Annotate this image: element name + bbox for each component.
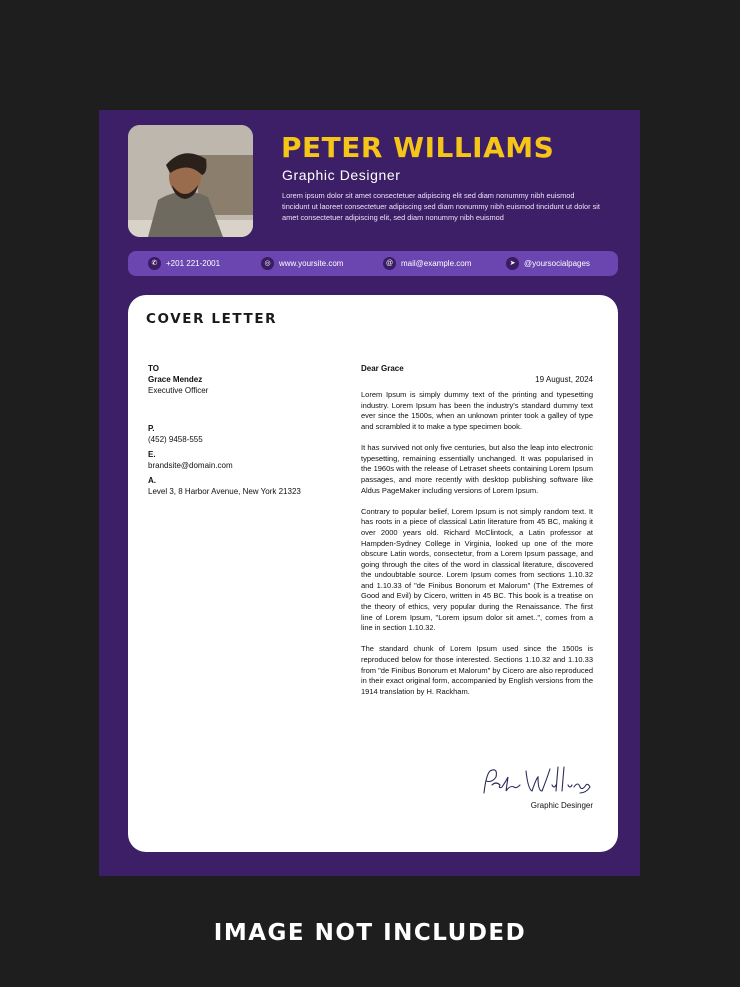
paragraph-4: The standard chunk of Lorem Ipsum used since the 1500s is reproduced below for those interested. Sections 1.10.32 and 1.10.33 from "de Finibus Bonorum et Malorum" by Cicero are also reproduced in their exact original form, accompanied by English versions from the 1914 translation by H. Rackham. [361,644,593,696]
contact-social[interactable] [506,257,590,270]
paragraph-1: Lorem Ipsum is simply dummy text of the printing and typesetting industry. Lorem Ipsum has been the industry's standard dummy text ever since the 1500s, when an unknown printer took a galley of type and scrambled it to make a type specimen book. [361,390,593,431]
portrait-image [128,125,253,237]
letter-body [361,364,593,708]
contact-website-text: www.yoursite.com [279,259,344,268]
recipient-block [148,363,348,497]
recipient-name: Grace Mendez [148,375,203,384]
signature [476,763,596,803]
paragraph-2: It has survived not only five centuries, but also the leap into electronic typesetting, remaining essentially unchanged. It was popularised in the 1960s with the release of Letraset sheets containing Lorem Ipsum passages, and more recently with desktop publishing software like Aldus PageMaker including versions of Lorem Ipsum. [361,443,593,495]
letter-title: COVER LETTER [146,311,278,327]
recipient-position: Executive Officer [148,386,209,395]
recipient-phone: (452) 9458-555 [148,435,203,444]
intro-text: Lorem ipsum dolor sit amet consectetuer adipiscing elit sed diam nonummy nibh euismod tincidunt ut laoreet consectetuer adipiscing sed diam nonummy nibh euismod tincidunt ut dolor sit amet consectetuer adipiscing elit, sed diam nonummy nibh euismod [282,191,600,222]
contact-bar [128,251,618,276]
profile-photo [128,125,253,237]
footer-notice: IMAGE NOT INCLUDED [213,920,527,946]
send-icon: ➤ [506,257,519,270]
contact-email[interactable] [383,257,471,270]
globe-icon: ◎ [261,257,274,270]
phone-label: P. [148,424,155,433]
paragraph-3: Contrary to popular belief, Lorem Ipsum is not simply random text. It has roots in a piece of classical Latin literature from 45 BC, making it over 2000 years old. Richard McClintock, a Latin professor at Hampden-Sydney College in Virginia, looked up one of the more obscure Latin words, consectetur, from a Lorem Ipsum passage, and going through the cites of the word in classical literature, discovered the undoubtable source. Lorem Ipsum comes from sections 1.10.32 and 1.10.33 of "de Finibus Bonorum et Malorum" (The Extremes of Good and Evil) by Cicero, written in 45 BC. This book is a treatise on the theory of ethics, very popular during the Renaissance. The first line of Lorem Ipsum, "Lorem ipsum dolor sit amet..", comes from a line in section 1.10.32. [361,506,593,633]
email-label: E. [148,450,156,459]
contact-website[interactable] [261,257,343,270]
signature-role: Graphic Desinger [530,801,593,810]
letter-card [128,295,618,852]
at-icon: @ [383,257,396,270]
to-label: TO [148,364,159,373]
contact-email-text: mail@example.com [401,259,472,268]
contact-phone-text: +201 221-2001 [166,259,221,268]
contact-social-text: @yoursocialpages [524,259,590,268]
person-name: PETER WILLIAMS [281,131,555,164]
greeting: Dear Grace [361,364,404,373]
address-label: A. [148,476,156,485]
recipient-address: Level 3, 8 Harbor Avenue, New York 21323 [148,487,301,496]
resume-sheet [99,110,640,876]
recipient-email: brandsite@domain.com [148,461,233,470]
contact-phone[interactable] [148,257,220,270]
phone-icon: ✆ [148,257,161,270]
letter-date: 19 August, 2024 [535,374,593,384]
signature-image [476,763,596,803]
person-role: Graphic Designer [282,167,401,183]
